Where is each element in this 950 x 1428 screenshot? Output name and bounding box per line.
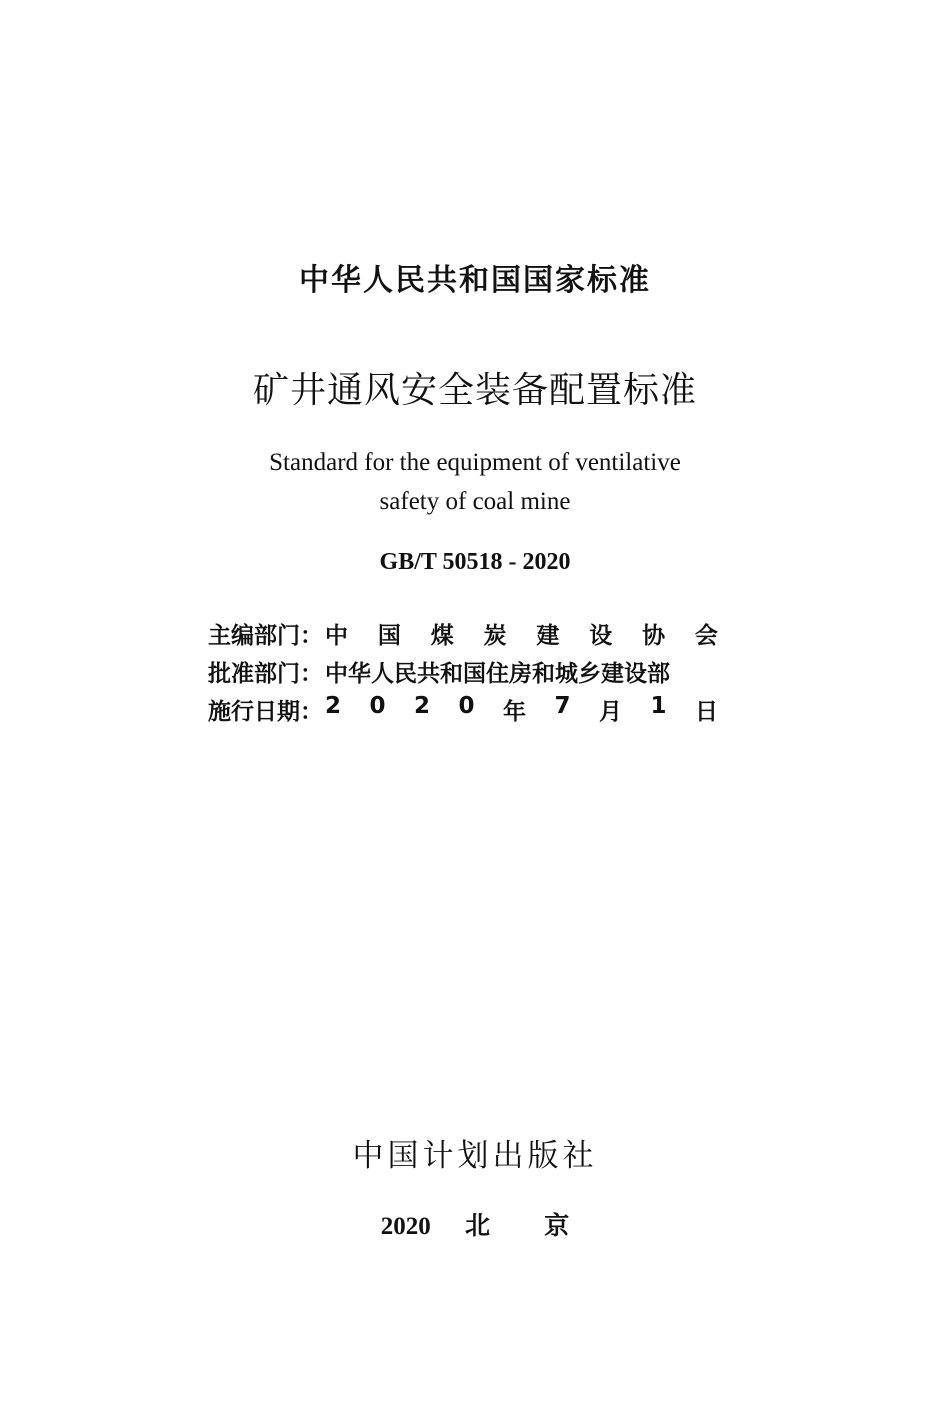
info-block <box>208 614 718 728</box>
date-char: 月 <box>598 698 622 725</box>
date-char: 1 <box>650 692 667 719</box>
approver-value: 中华人民共和国住房和城乡建设部 <box>325 660 670 687</box>
publication-place <box>0 1206 950 1242</box>
approver-row <box>208 652 718 690</box>
approver-label: 批准部门： <box>208 660 323 687</box>
date-char: 7 <box>554 692 571 719</box>
editor-char: 协 <box>642 622 666 649</box>
editor-char: 建 <box>536 622 560 649</box>
editor-value <box>325 617 718 650</box>
date-row <box>208 690 718 728</box>
publication-city-char: 京 <box>544 1213 570 1240</box>
standard-code: GB/T 50518 - 2020 <box>379 549 571 575</box>
date-char: 日 <box>694 698 718 725</box>
editor-char: 中 <box>325 622 348 649</box>
title-english-line2: safety of coal mine <box>379 488 571 515</box>
editor-char: 国 <box>377 622 401 649</box>
date-char: 年 <box>503 698 526 725</box>
date-value <box>325 693 718 726</box>
editor-char: 会 <box>694 622 718 649</box>
national-standard-heading: 中华人民共和国国家标准 <box>299 263 651 298</box>
title-chinese: 矿井通风安全装备配置标准 <box>252 370 697 411</box>
date-char: 2 <box>325 692 342 719</box>
publication-year: 2020 <box>380 1213 431 1240</box>
date-char: 0 <box>369 692 386 719</box>
publisher-name: 中国计划出版社 <box>352 1138 598 1174</box>
title-english-line1: Standard for the equipment of ventilative <box>269 449 681 476</box>
editor-label: 主编部门： <box>208 622 323 649</box>
date-label: 施行日期： <box>208 698 323 725</box>
title-english <box>0 443 950 521</box>
date-char: 2 <box>414 692 431 719</box>
editor-char: 炭 <box>483 622 507 649</box>
editor-char: 煤 <box>430 622 454 649</box>
publication-city-char: 北 <box>464 1213 490 1240</box>
date-char: 0 <box>458 692 475 719</box>
editor-row <box>208 614 718 652</box>
editor-char: 设 <box>589 622 613 649</box>
